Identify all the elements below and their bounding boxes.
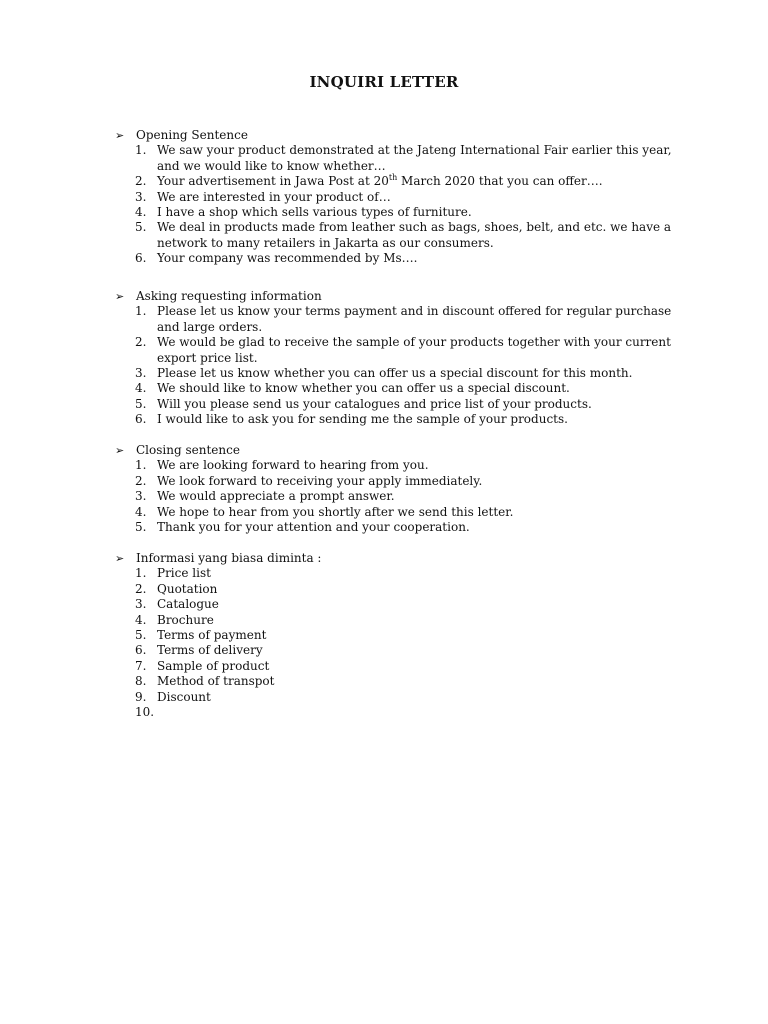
list-item	[115, 520, 678, 535]
item-number: 5.	[135, 220, 147, 235]
item-list	[115, 304, 678, 427]
list-item	[115, 366, 678, 381]
item-list	[115, 143, 678, 266]
item-number: 6.	[135, 643, 147, 658]
item-number: 1.	[135, 458, 147, 473]
item-number: 8.	[135, 674, 147, 689]
item-text: We should like to know whether you can offer us a special discount.	[157, 381, 570, 396]
item-text: We saw your product demonstrated at the Jateng International Fair earlier this year, and we would like to know whether…	[157, 143, 672, 173]
page-title: INQUIRI LETTER	[309, 73, 459, 91]
section-closing-sentence	[115, 443, 678, 535]
item-number: 2.	[135, 174, 147, 189]
item-number: 1.	[135, 304, 147, 319]
item-text: Your company was recommended by Ms….	[157, 251, 418, 266]
ordinal-suffix: th	[388, 173, 398, 183]
item-number: 3.	[135, 489, 147, 504]
item-text: I have a shop which sells various types of furniture.	[157, 205, 472, 220]
item-number: 4.	[135, 205, 147, 220]
item-number: 3.	[135, 189, 147, 204]
list-item	[115, 643, 678, 658]
item-number: 6.	[135, 251, 147, 266]
arrow-bullet-icon: ➢	[115, 290, 125, 303]
item-text	[157, 705, 678, 720]
item-text: Quotation	[157, 581, 218, 596]
list-item	[115, 251, 678, 266]
section-asking-information	[115, 289, 678, 428]
list-item	[115, 412, 678, 427]
item-number: 9.	[135, 689, 147, 704]
list-item	[115, 597, 678, 612]
section-informasi	[115, 551, 678, 720]
item-text: We would be glad to receive the sample of your products together with your current export price list.	[157, 335, 671, 365]
item-number: 7.	[135, 658, 147, 673]
item-number: 2.	[135, 473, 147, 488]
item-number: 3.	[135, 366, 147, 381]
item-number: 5.	[135, 396, 147, 411]
item-number: 2.	[135, 581, 147, 596]
item-number: 1.	[135, 143, 147, 158]
item-text: We deal in products made from leather such as bags, shoes, belt, and etc. we have a network to many retailers in Jakarta as our consumers.	[157, 220, 672, 250]
list-item	[115, 381, 678, 396]
section-heading-text: Closing sentence	[136, 443, 240, 457]
item-number: 1.	[135, 566, 147, 581]
list-item	[115, 304, 678, 335]
section-heading-text: Opening Sentence	[136, 128, 248, 142]
item-text: We hope to hear from you shortly after we send this letter.	[157, 504, 514, 519]
item-number: 10.	[135, 705, 155, 720]
item-text: We look forward to receiving your apply immediately.	[157, 473, 483, 488]
list-item	[115, 613, 678, 628]
item-list	[115, 566, 678, 720]
item-number: 4.	[135, 504, 147, 519]
list-item	[115, 505, 678, 520]
arrow-bullet-icon: ➢	[115, 552, 125, 565]
list-item	[115, 458, 678, 473]
list-item	[115, 335, 678, 366]
item-text: Please let us know your terms payment and in discount offered for regular purchase and large orders.	[157, 304, 672, 334]
item-text: Brochure	[157, 612, 214, 627]
list-item	[115, 690, 678, 705]
item-text: Please let us know whether you can offer us a special discount for this month.	[157, 366, 633, 381]
list-item	[115, 397, 678, 412]
list-item	[115, 474, 678, 489]
item-text: Will you please send us your catalogues and price list of your products.	[157, 396, 592, 411]
item-text: Catalogue	[157, 597, 219, 612]
item-text: We would appreciate a prompt answer.	[157, 489, 395, 504]
list-item	[115, 566, 678, 581]
arrow-bullet-icon: ➢	[115, 129, 125, 142]
item-text: Thank you for your attention and your cooperation.	[157, 520, 470, 535]
list-item	[115, 190, 678, 205]
list-item	[115, 705, 678, 720]
section-heading	[115, 128, 678, 143]
item-text: I would like to ask you for sending me the sample of your products.	[157, 412, 568, 427]
item-text-part: Your advertisement in Jawa Post at 20	[157, 174, 389, 189]
section-heading	[115, 551, 678, 566]
item-number: 5.	[135, 628, 147, 643]
item-text: We are interested in your product of…	[157, 189, 391, 204]
section-heading-text: Asking requesting information	[136, 289, 322, 303]
list-item	[115, 628, 678, 643]
item-list	[115, 458, 678, 535]
list-item	[115, 205, 678, 220]
item-number: 6.	[135, 412, 147, 427]
item-number: 4.	[135, 612, 147, 627]
item-text: Terms of payment	[157, 628, 267, 643]
item-number: 5.	[135, 520, 147, 535]
item-text: Sample of product	[157, 658, 270, 673]
item-text: Price list	[157, 566, 211, 581]
list-item	[115, 582, 678, 597]
item-text: Discount	[157, 689, 211, 704]
item-number: 2.	[135, 335, 147, 350]
list-item	[115, 174, 678, 189]
item-text: We are looking forward to hearing from you.	[157, 458, 429, 473]
arrow-bullet-icon: ➢	[115, 444, 125, 457]
section-heading	[115, 289, 678, 304]
list-item	[115, 489, 678, 504]
section-heading-text: Informasi yang biasa diminta :	[136, 551, 322, 565]
item-number: 3.	[135, 597, 147, 612]
item-number: 4.	[135, 381, 147, 396]
list-item	[115, 143, 678, 174]
item-text: Method of transpot	[157, 674, 275, 689]
list-item	[115, 674, 678, 689]
item-text: Terms of delivery	[157, 643, 263, 658]
section-heading	[115, 443, 678, 458]
section-opening-sentence	[115, 128, 678, 267]
item-text-part: March 2020 that you can offer….	[397, 174, 603, 189]
item-text	[157, 174, 678, 189]
list-item	[115, 220, 678, 251]
list-item	[115, 659, 678, 674]
